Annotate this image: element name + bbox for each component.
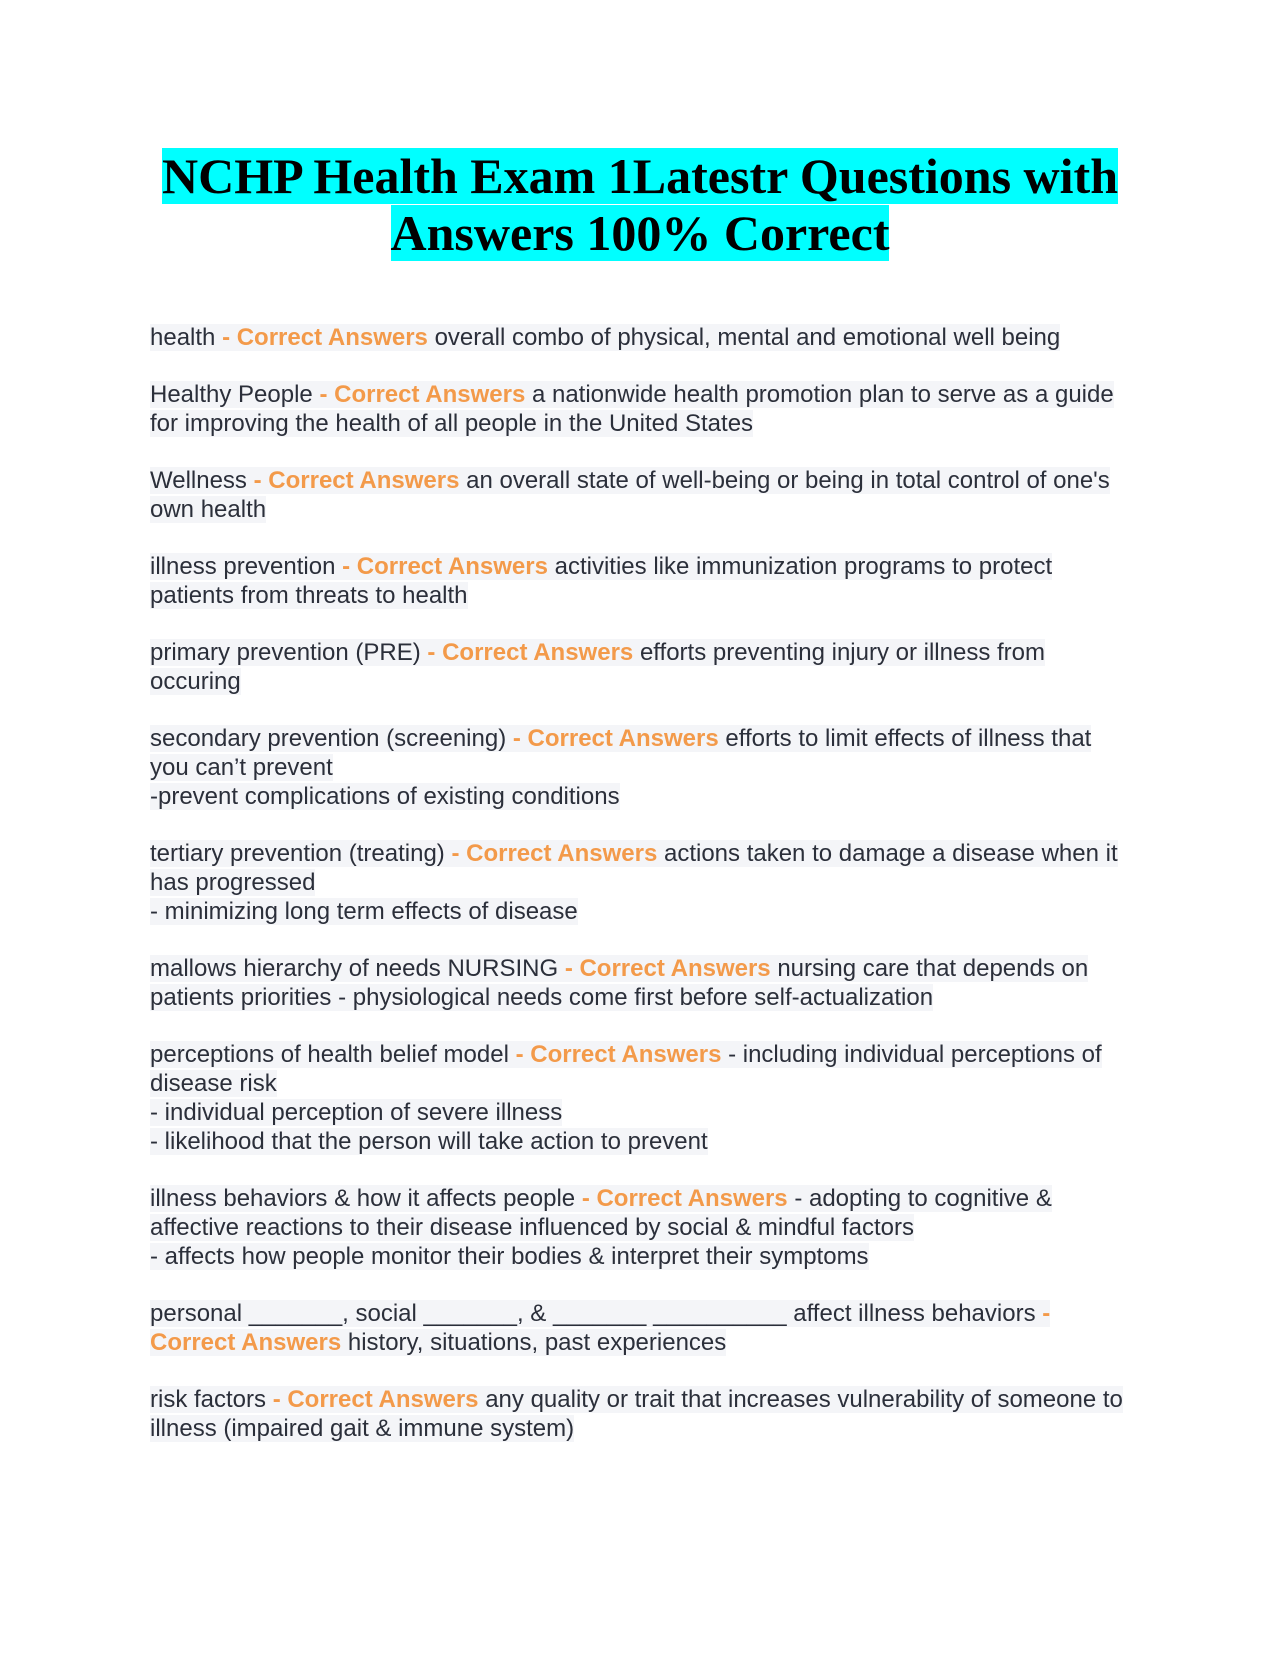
qa-entry-shade xyxy=(150,1300,1050,1356)
qa-extra-text: - likelihood that the person will take action to prevent xyxy=(150,1128,708,1155)
qa-entry-main-line xyxy=(150,724,1125,782)
qa-extra-line xyxy=(150,897,1125,926)
correct-answer-marker: - Correct Answers xyxy=(427,639,634,666)
qa-answer: overall combo of physical, mental and emotional well being xyxy=(434,324,1061,351)
qa-term: mallows hierarchy of needs NURSING xyxy=(150,955,559,982)
qa-entry xyxy=(150,724,1125,811)
correct-answer-marker: - Correct Answers xyxy=(581,1185,788,1212)
qa-answer: history, situations, past experiences xyxy=(347,1329,727,1356)
qa-entry xyxy=(150,1299,1125,1357)
qa-entry-shade xyxy=(150,467,1110,523)
qa-answer: - including individual perceptions of disease risk xyxy=(150,1041,1102,1097)
qa-term: primary prevention (PRE) xyxy=(150,639,421,666)
qa-entry xyxy=(150,323,1125,352)
qa-entry-main-line xyxy=(150,1299,1125,1357)
qa-entry-main-line xyxy=(150,323,1125,352)
correct-answer-marker: - Correct Answers xyxy=(342,553,548,580)
qa-entry-main-line xyxy=(150,1040,1125,1098)
document-title-text: NCHP Health Exam 1Latestr Questions with Answers 100% Correct xyxy=(161,148,1119,261)
qa-entry-main-line xyxy=(150,839,1125,897)
qa-entry-main-line xyxy=(150,1385,1125,1443)
correct-answer-marker: - Correct Answers xyxy=(253,467,460,494)
qa-entry-shade xyxy=(150,553,1052,609)
qa-entry-main-line xyxy=(150,466,1125,524)
qa-extra-line xyxy=(150,1242,1125,1271)
qa-entry-shade xyxy=(150,725,1091,781)
qa-term: Wellness xyxy=(150,467,247,494)
correct-answer-marker: - Correct Answers xyxy=(319,381,526,408)
qa-entry-main-line xyxy=(150,954,1125,1012)
qa-answer: efforts to limit effects of illness that you can’t prevent xyxy=(150,725,1092,781)
qa-term: personal _______, social _______, & _______ __________ affect illness behaviors xyxy=(150,1300,1036,1327)
qa-entry-shade xyxy=(150,381,1114,437)
qa-term: risk factors xyxy=(150,1386,267,1413)
qa-entry xyxy=(150,638,1125,696)
correct-answer-marker: - Correct Answers xyxy=(272,1386,479,1413)
qa-answer: a nationwide health promotion plan to serve as a guide for improving the health of all people in the United States xyxy=(150,381,1114,437)
qa-entry xyxy=(150,954,1125,1012)
correct-answer-marker: - Correct Answers xyxy=(564,955,771,982)
qa-term: health xyxy=(150,324,216,351)
qa-extra-line xyxy=(150,782,1125,811)
correct-answer-marker: - Correct Answers xyxy=(150,1300,1051,1356)
qa-entry xyxy=(150,1184,1125,1271)
qa-term: tertiary prevention (treating) xyxy=(150,840,445,867)
qa-term: Healthy People xyxy=(150,381,313,408)
qa-entry-shade xyxy=(150,1185,1052,1241)
qa-entry xyxy=(150,380,1125,438)
qa-entry-shade xyxy=(150,639,1045,695)
document-title xyxy=(140,148,1140,262)
correct-answer-marker: - Correct Answers xyxy=(512,725,719,752)
qa-entry-main-line xyxy=(150,1184,1125,1242)
qa-entry-shade xyxy=(150,1386,1123,1442)
qa-extra-text: -prevent complications of existing conditions xyxy=(150,783,620,810)
qa-extra-text: - minimizing long term effects of disease xyxy=(150,898,578,925)
qa-term: illness prevention xyxy=(150,553,336,580)
qa-answer: nursing care that depends on patients priorities - physiological needs come first before self-actualization xyxy=(150,955,1089,1011)
correct-answer-marker: - Correct Answers xyxy=(451,840,658,867)
qa-entry xyxy=(150,1040,1125,1156)
qa-answer: an overall state of well-being or being in total control of one's own health xyxy=(150,467,1110,523)
qa-entry-shade xyxy=(150,840,1118,896)
correct-answer-marker: - Correct Answers xyxy=(222,324,428,351)
correct-answer-marker: - Correct Answers xyxy=(515,1041,722,1068)
qa-entry-main-line xyxy=(150,552,1125,610)
qa-term: illness behaviors & how it affects people xyxy=(150,1185,576,1212)
qa-entry-main-line xyxy=(150,638,1125,696)
qa-entry-main-line xyxy=(150,380,1125,438)
qa-answer: actions taken to damage a disease when it has progressed xyxy=(150,840,1118,896)
qa-entry xyxy=(150,552,1125,610)
qa-entry-list xyxy=(150,323,1125,1471)
qa-entry xyxy=(150,1385,1125,1443)
qa-extra-text: - individual perception of severe illness xyxy=(150,1099,563,1126)
qa-entry-shade xyxy=(150,324,1060,351)
qa-answer: any quality or trait that increases vulnerability of someone to illness (impaired gait & immune system) xyxy=(150,1386,1123,1442)
qa-entry-shade xyxy=(150,955,1088,1011)
qa-term: perceptions of health belief model xyxy=(150,1041,509,1068)
qa-entry xyxy=(150,839,1125,926)
qa-entry xyxy=(150,466,1125,524)
qa-term: secondary prevention (screening) xyxy=(150,725,507,752)
qa-answer: efforts preventing injury or illness from occuring xyxy=(150,639,1045,695)
qa-extra-line xyxy=(150,1127,1125,1156)
qa-extra-text: - affects how people monitor their bodies & interpret their symptoms xyxy=(150,1243,869,1270)
qa-entry-shade xyxy=(150,1041,1102,1097)
qa-answer: activities like immunization programs to protect patients from threats to health xyxy=(150,553,1053,609)
qa-extra-line xyxy=(150,1098,1125,1127)
qa-answer: - adopting to cognitive & affective reactions to their disease influenced by social & mindful factors xyxy=(150,1185,1052,1241)
